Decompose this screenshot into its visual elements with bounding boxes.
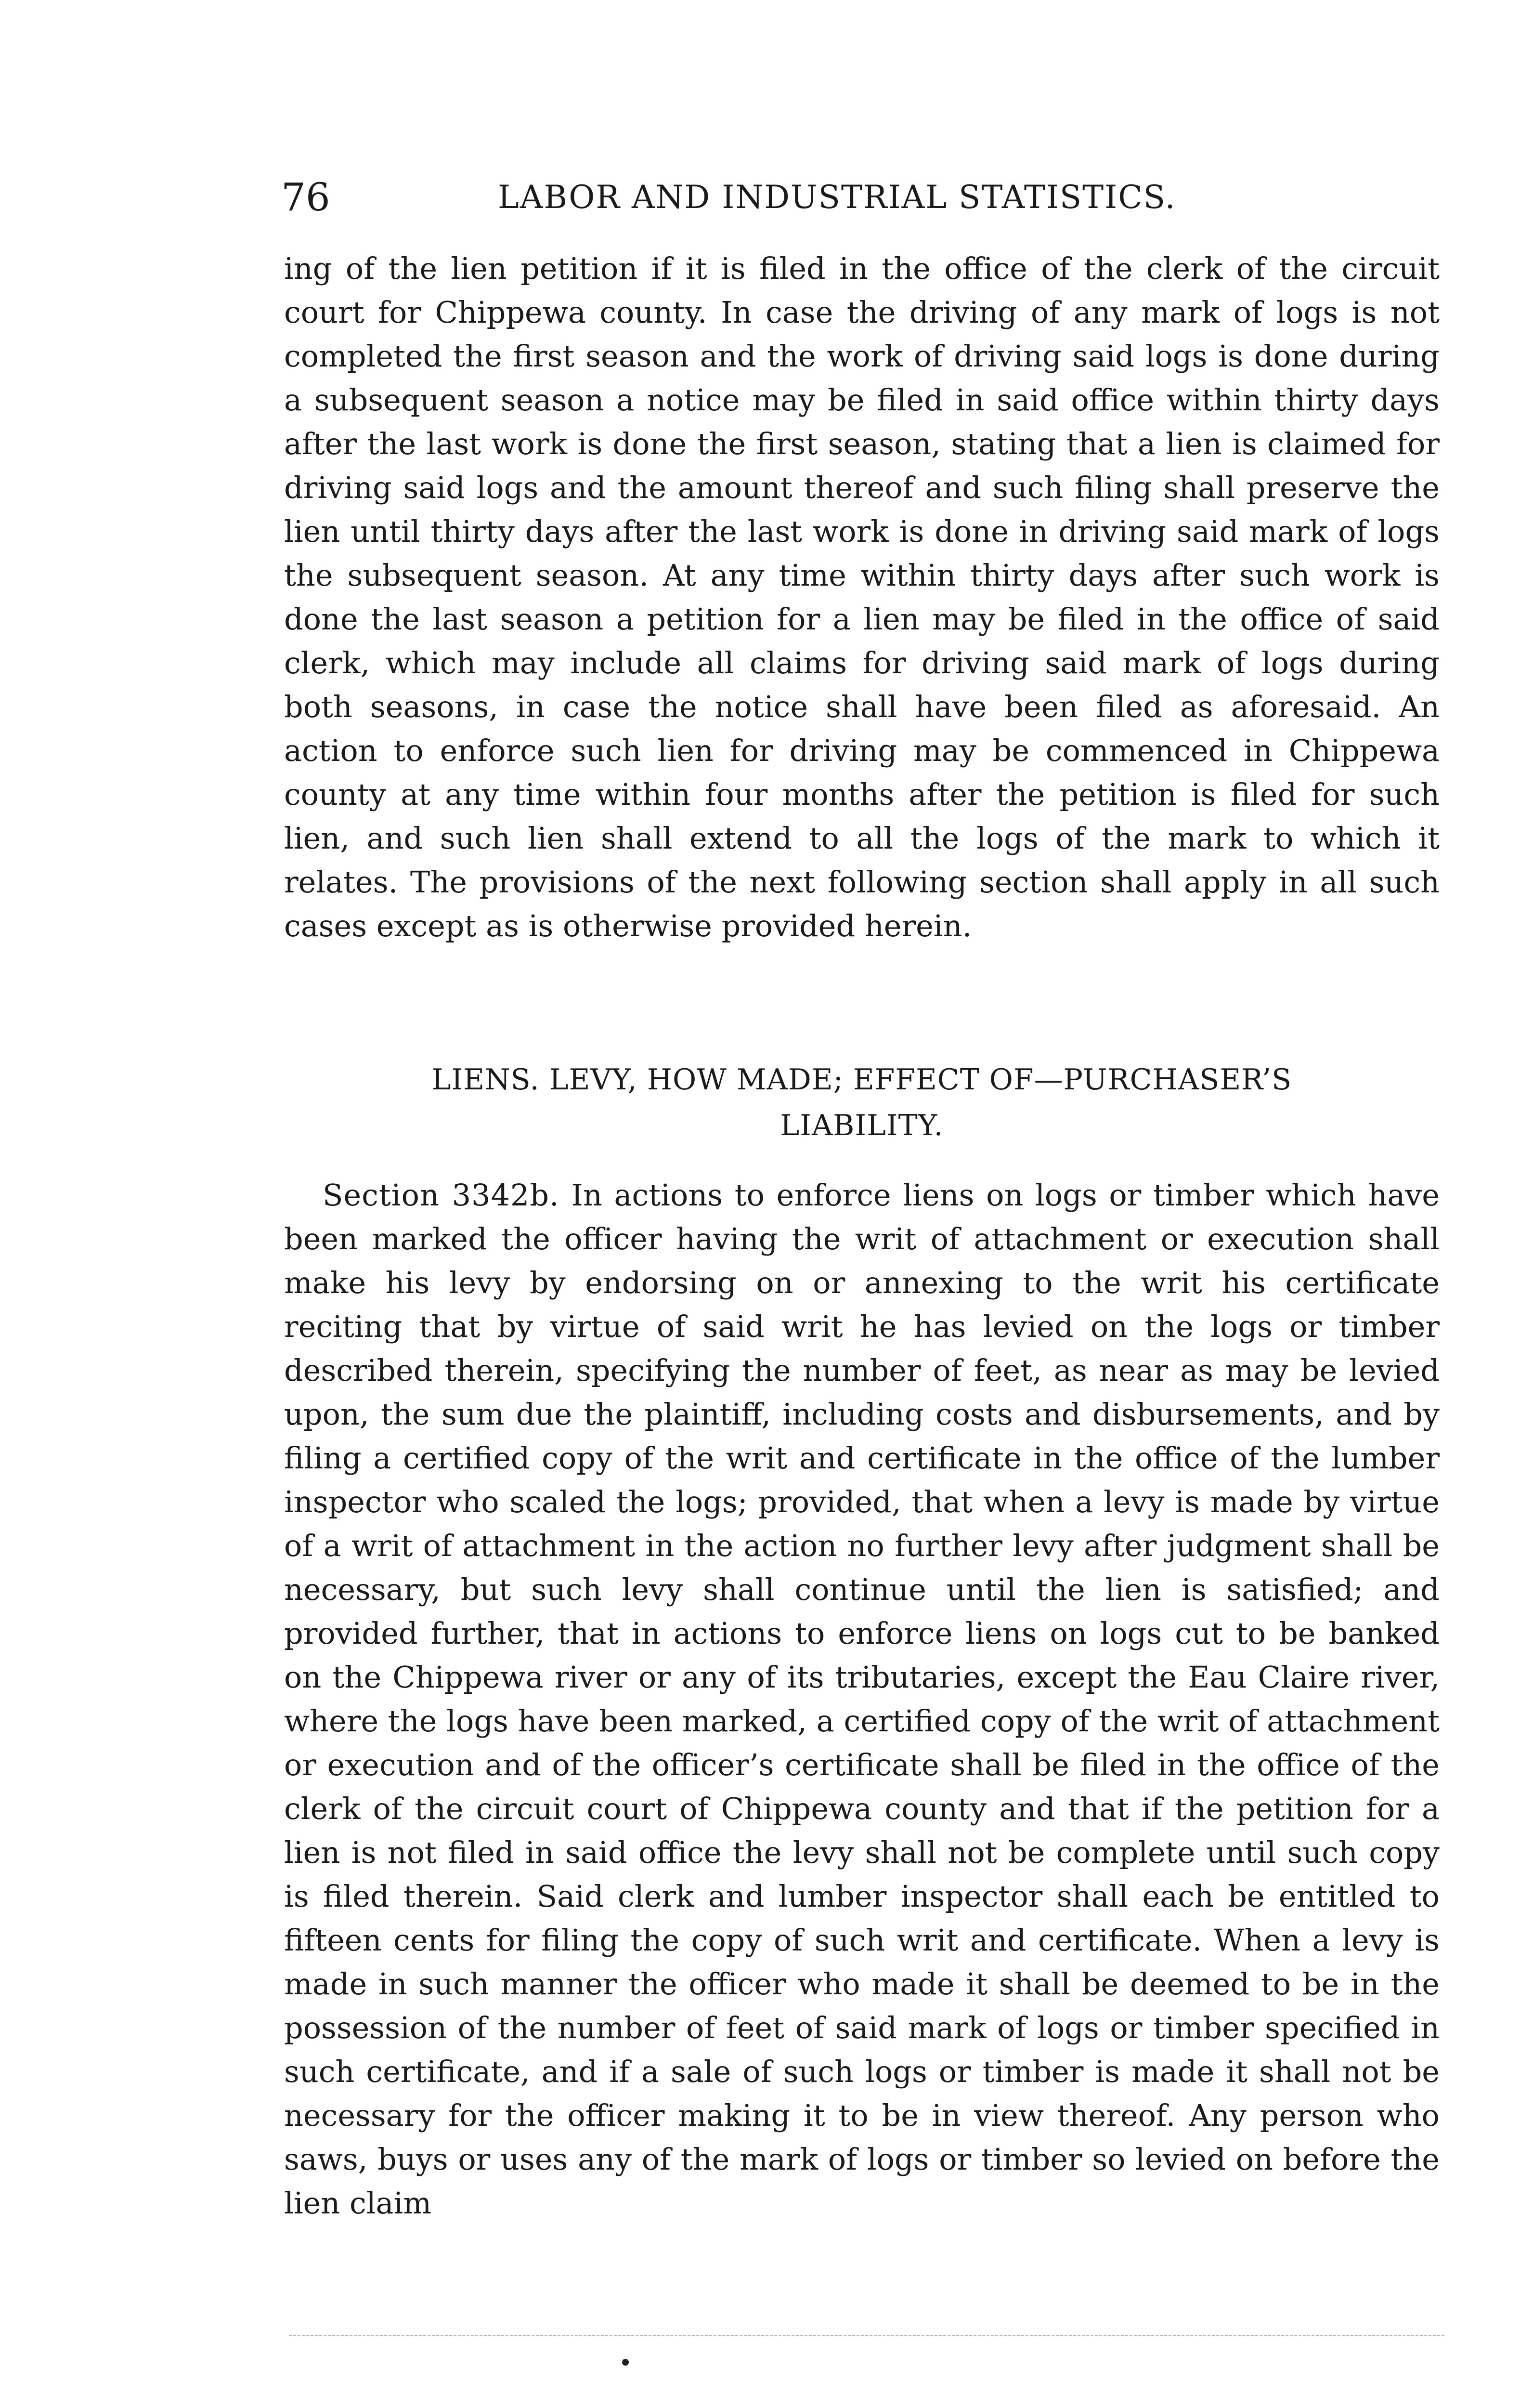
section-heading-line-1: LIENS. LEVY, HOW MADE; EFFECT OF—PURCHASER’S — [431, 1063, 1292, 1097]
page-number: 76 — [281, 175, 330, 220]
running-title: LABOR AND INDUSTRIAL STATISTICS. — [498, 179, 1176, 216]
body-paragraph-continued: ing of the lien petition if it is filed in the office of the clerk of the circuit court for Chippewa county. In case the driving of any mark of logs is not completed the first season and the work of driving said logs is done during a subsequent season a notice may be filed in said office within thirty days after the last work is done the first season, stating that a lien is claimed for driving said logs and the amount thereof and such filing shall preserve the lien until thirty days after the last work is done in driving said mark of logs the subsequent season. At any time within thirty days after such work is done the last season a petition for a lien may be filed in the office of said clerk, which may include all claims for driving said mark of logs during both seasons, in case the notice shall have been filed as aforesaid. An action to enforce such lien for driving may be commenced in Chippewa county at any time within four months after the petition is filed for such lien, and such lien shall extend to all the logs of the mark to which it relates. The provisions of the next following section shall apply in all such cases except as is otherwise provided herein. — [284, 251, 1440, 943]
footer-rule — [289, 2335, 1444, 2336]
ink-speck — [622, 2359, 629, 2366]
section-paragraph — [284, 1173, 1440, 2225]
section-heading-line-2: LIABILITY. — [780, 1109, 944, 1142]
section-body-text: In actions to enforce liens on logs or timber which have been marked the officer having the writ of attachment or execution shall make his levy by endorsing on or annexing to the writ his certificate reciting that by virtue of said writ he has levied on the logs or timber described therein, specifying the number of feet, as near as may be levied upon, the sum due the plaintiff, including costs and disbursements, and by filing a certified copy of the writ and certificate in the office of the lumber inspector who scaled the logs; provided, that when a levy is made by virtue of a writ of attachment in the action no further levy after judgment shall be necessary, but such levy shall continue until the lien is satisfied; and provided further, that in actions to enforce liens on logs cut to be banked on the Chippewa river or any of its tributaries, except the Eau Claire river, where the logs have been marked, a certified copy of the writ of attachment or execution and of the officer’s certificate shall be filed in the office of the clerk of the circuit court of Chippewa county and that if the petition for a lien is not filed in said office the levy shall not be complete until such copy is filed therein. Said clerk and lumber inspector shall each be entitled to fifteen cents for filing the copy of such writ and certificate. When a levy is made in such manner the officer who made it shall be deemed to be in the possession of the number of feet of said mark of logs or timber specified in such certificate, and if a sale of such logs or timber is made it shall not be necessary for the officer making it to be in view thereof. Any person who saws, buys or uses any of the mark of logs or timber so levied on before the lien claim — [284, 1178, 1440, 2221]
section-label: Section 3342b. — [323, 1178, 559, 1213]
section-heading — [284, 1057, 1440, 1149]
page-header — [281, 173, 1451, 222]
